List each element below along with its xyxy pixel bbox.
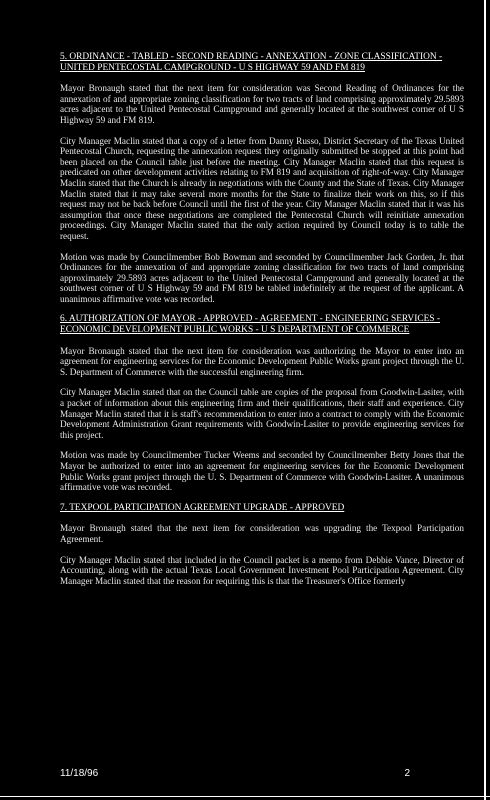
item-5-paragraph-1: Mayor Bronaugh stated that the next item for consideration was Second Reading of Ordinances for the annexation of and appropriate zoning classification for two tracts of land comprising approximately 29.5893 acres adjacent to the United Pentecostal Campground and generally located at the southwest corner of U S Highway 59 and FM 819.	[60, 83, 464, 125]
item-6-heading: 6. AUTHORIZATION OF MAYOR - APPROVED - AGREEMENT - ENGINEERING SERVICES - ECONOMIC DEVELOPMENT PUBLIC WORKS - U S DEPARTMENT OF COMMERCE	[60, 314, 440, 336]
item-7-paragraph-1: Mayor Bronaugh stated that the next item for consideration was upgrading the Texpool Participation Agreement.	[60, 523, 464, 544]
footer-page-number: 2	[404, 768, 410, 779]
item-5-paragraph-2: City Manager Maclin stated that a copy of a letter from Danny Russo, District Secretary of the Texas United Pentecostal Church, requesting the annexation request they originally submitted be stopped at this point had been placed on the Council table just before the meeting. City Manager Maclin stated that this request is predicated on other development activities relating to FM 819 and acquisition of right-of-way. City Manager Maclin stated that the Church is already in negotiations with the County and the State of Texas. City Manager Maclin stated that it may take several more months for the State to finalize their work on this, so if this request may not be back before Council until the first of the year. City Manager Maclin stated that it was his assumption that once these negotiations are completed the Pentecostal Church will reinitiate annexation proceedings. City Manager Maclin stated that the only action required by Council today is to table the request.	[60, 135, 464, 241]
item-5-heading: 5. ORDINANCE - TABLED - SECOND READING - ANNEXATION - ZONE CLASSIFICATION - UNITED PENTECOSTAL CAMPGROUND - U S HIGHWAY 59 AND FM 819	[60, 52, 443, 73]
item-7-heading: 7. TEXPOOL PARTICIPATION AGREEMENT UPGRADE - APPROVED	[60, 502, 345, 513]
item-7-paragraph-2: City Manager Maclin stated that included in the Council packet is a memo from Debbie Vance, Director of Accounting, along with the actual Texas Local Government Investment Pool Participation Agreement. City Manager Maclin stated that the reason for requiring this is that the Treasurer's Office formerly	[60, 554, 464, 586]
item-5-paragraph-3: Motion was made by Councilmember Bob Bowman and seconded by Councilmember Jack Gorden, Jr. that Ordinances for the annexation of and appropriate zoning classification for two tracts of land comprising approximately 29.5893 acres adjacent to the United Pentecostal Campground and generally located at the southwest corner of U S Highway 59 and FM 819 be tabled indefinitely at the request of the applicant. A unanimous affirmative vote was recorded.	[60, 251, 464, 304]
item-6-paragraph-3: Motion was made by Councilmember Tucker Weems and seconded by Councilmember Betty Jones that the Mayor be authorized to enter into an agreement for engineering services for the Economic Development Public Works grant project through the U. S. Department of Commerce with Goodwin-Lasiter. A unanimous affirmative vote was recorded.	[60, 450, 464, 493]
item-6-paragraph-2: City Manager Maclin stated that on the Council table are copies of the proposal from Goodwin-Lasiter, with a packet of information about this engineering firm and their qualifications, their staff and experience. City Manager Maclin stated that it is staff's recommendation to enter into a contract to comply with the Economic Development Administration Grant requirements with Goodwin-Lasiter to provide engineering services for this project.	[60, 387, 464, 440]
page-footer	[60, 768, 410, 779]
right-scan-border	[484, 0, 486, 800]
footer-date: 11/18/96	[60, 768, 99, 779]
item-6-paragraph-1: Mayor Bronaugh stated that the next item for consideration was authorizing the Mayor to enter into an agreement for engineering services for the Economic Development Public Works grant project through the U. S. Department of Commerce with the successful engineering firm.	[60, 345, 464, 377]
bottom-scan-border	[0, 796, 490, 797]
